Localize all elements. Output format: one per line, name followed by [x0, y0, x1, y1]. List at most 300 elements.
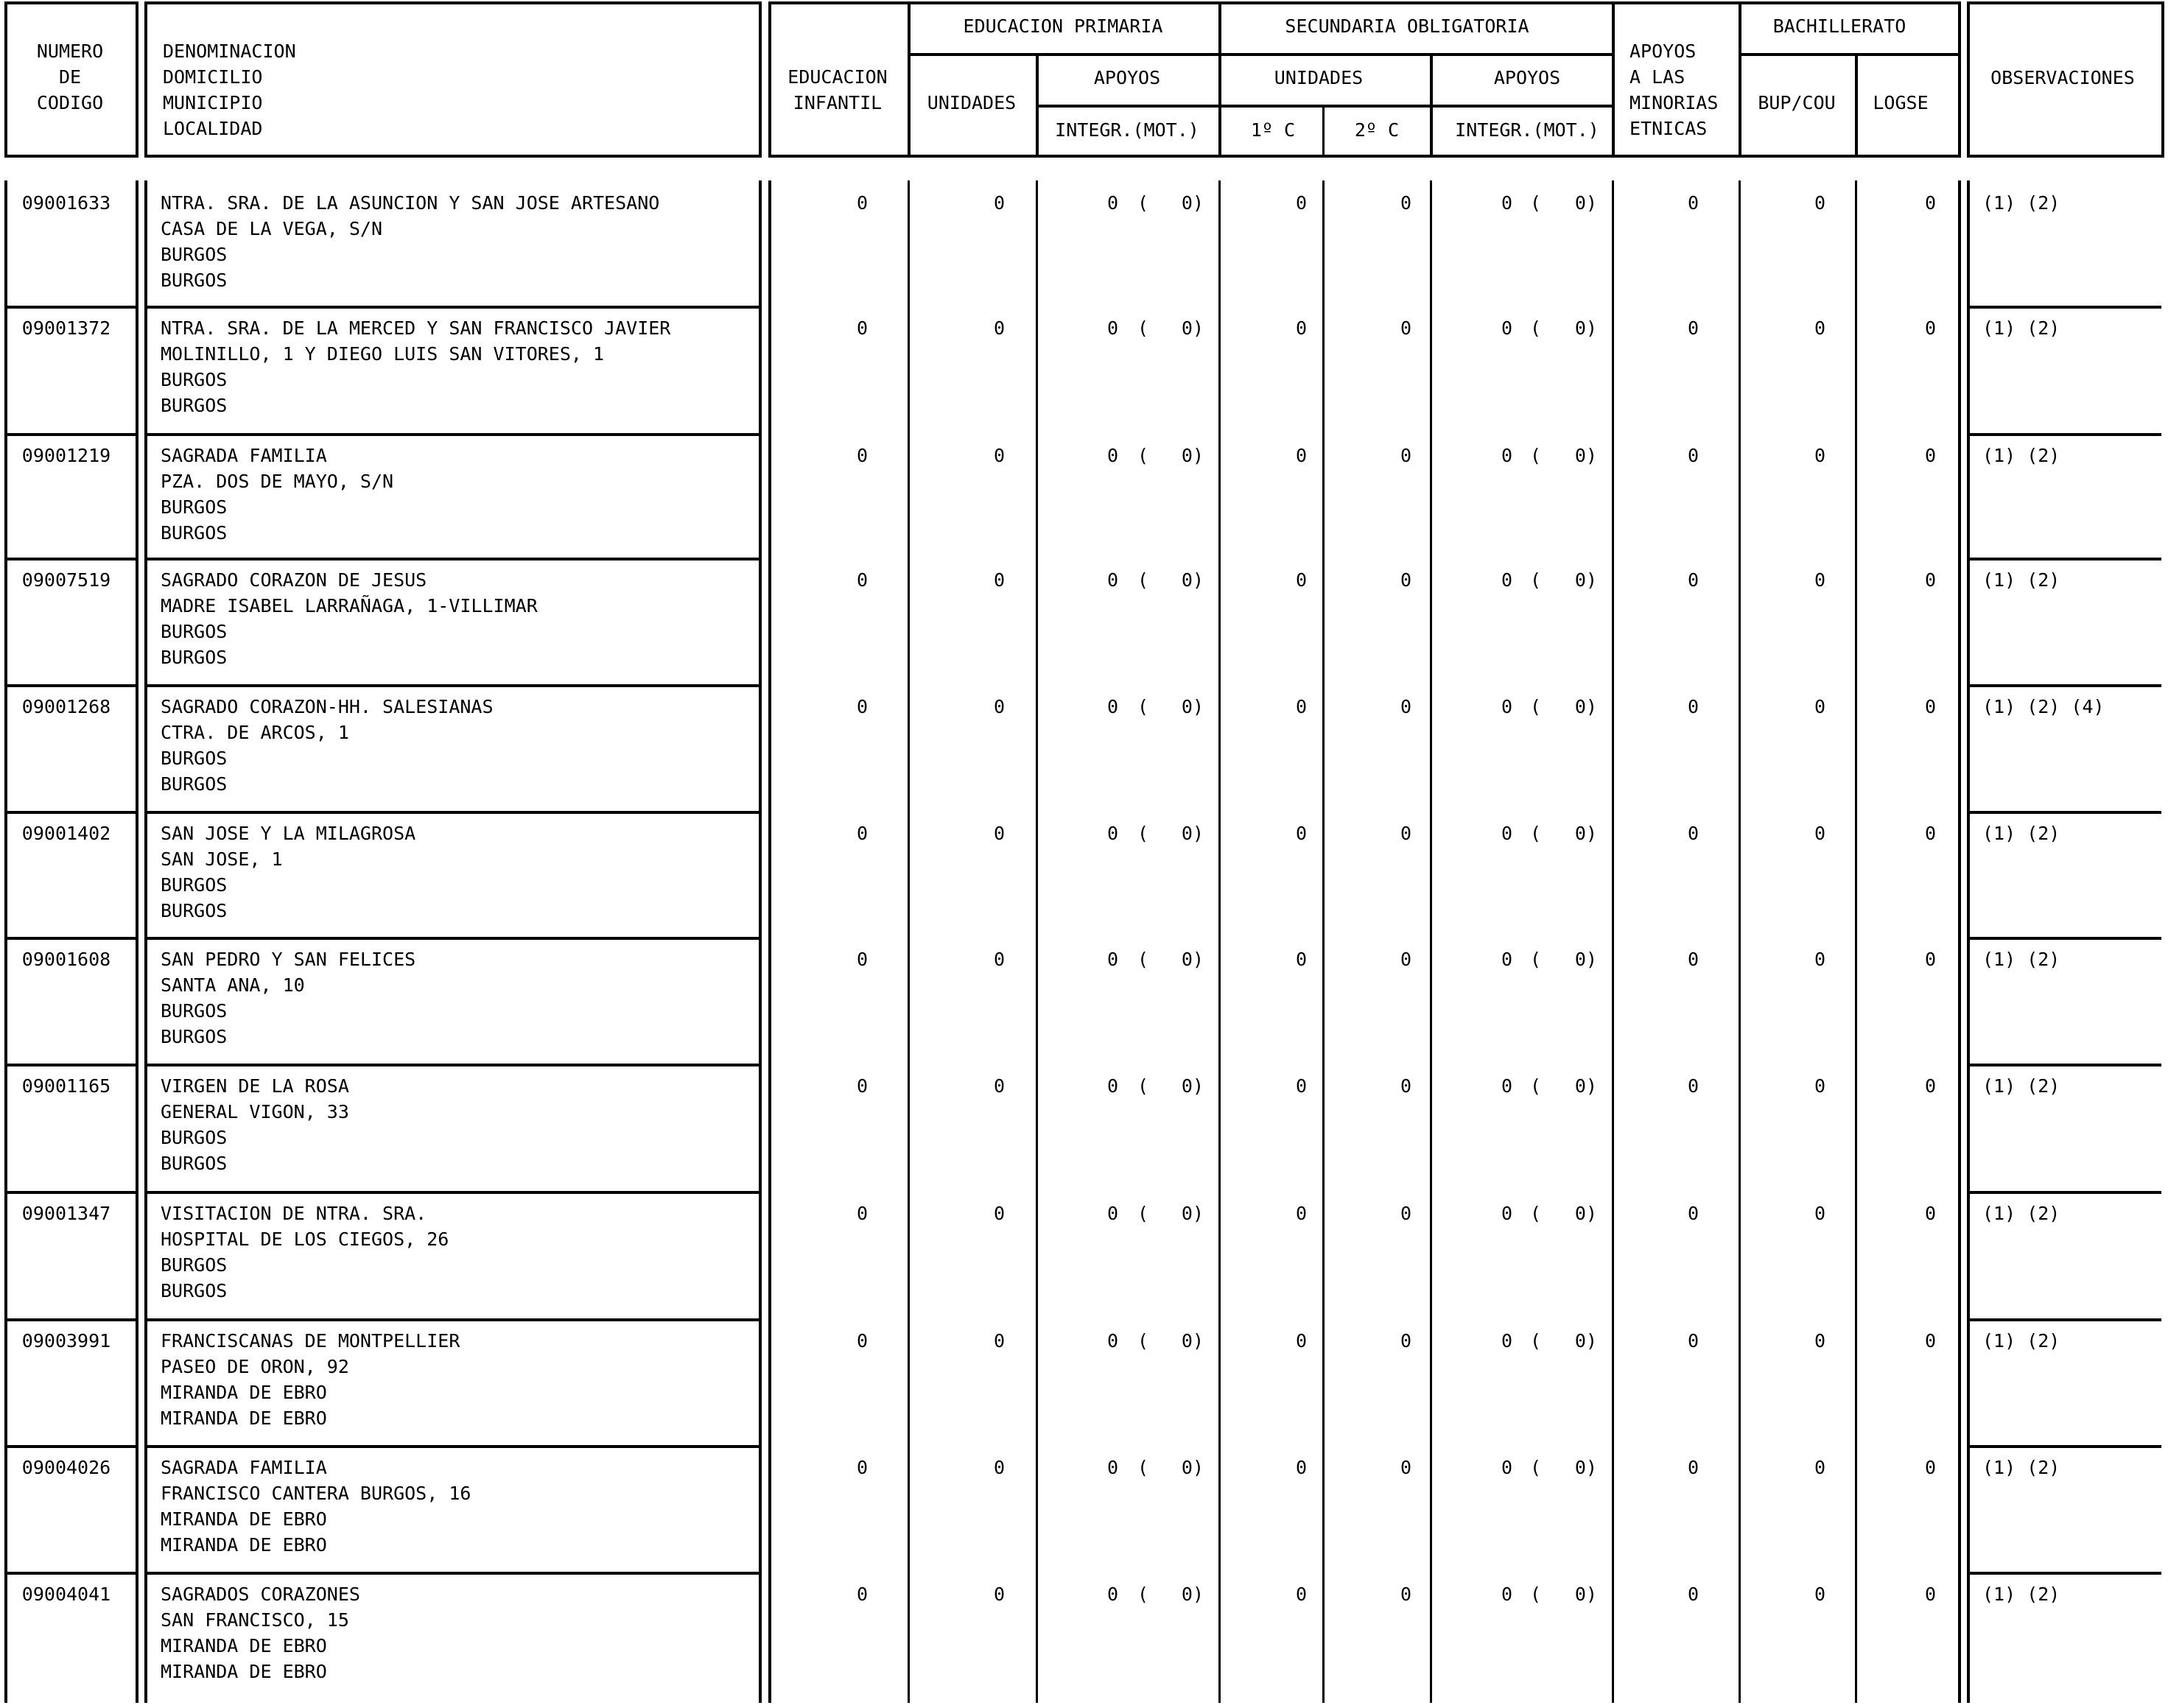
denominacion-line: SANTA ANA, 10	[161, 974, 305, 996]
denominacion-line: BURGOS	[161, 522, 228, 544]
secundaria-integr-value: 0	[1501, 569, 1512, 591]
primaria-mot-value: 0)	[1181, 569, 1204, 591]
header-observaciones: OBSERVACIONES	[1990, 67, 2135, 88]
primaria-mot-value: 0)	[1181, 1203, 1204, 1224]
secundaria-1c-value: 0	[1295, 1457, 1307, 1478]
bup-cou-value: 0	[1814, 317, 1825, 339]
denominacion-line: BURGOS	[161, 270, 228, 291]
denominacion-line: SAN JOSE, 1	[161, 848, 283, 870]
header-apoyos-minorias: APOYOS	[1629, 41, 1697, 62]
row-border	[144, 811, 762, 814]
primaria-mot-value: 0)	[1181, 949, 1204, 970]
row-border	[144, 558, 762, 560]
header-border	[4, 1, 138, 4]
header-border	[136, 1, 138, 155]
row-border	[4, 558, 138, 560]
primaria-unidades-value: 0	[993, 445, 1005, 466]
secundaria-integr-paren: (	[1530, 1330, 1542, 1352]
secundaria-2c-value: 0	[1400, 1203, 1411, 1224]
primaria-integr-paren: (	[1137, 696, 1149, 717]
secundaria-mot-value: 0)	[1574, 1330, 1597, 1352]
minorias-value: 0	[1687, 696, 1699, 717]
header-border	[1739, 1, 1741, 155]
secundaria-2c-value: 0	[1400, 445, 1411, 466]
row-border	[144, 1191, 762, 1194]
denominacion-line: MIRANDA DE EBRO	[161, 1508, 327, 1530]
secundaria-integr-paren: (	[1530, 949, 1542, 970]
denominacion-line: FRANCISCO CANTERA BURGOS, 16	[161, 1483, 471, 1504]
codigo-cell: 09004026	[21, 1457, 111, 1478]
primaria-unidades-value: 0	[993, 1203, 1005, 1224]
primaria-mot-value: 0)	[1181, 192, 1204, 214]
denominacion-line: NTRA. SRA. DE LA MERCED Y SAN FRANCISCO JAVIER	[161, 317, 671, 339]
secundaria-integr-value: 0	[1501, 823, 1512, 844]
body-border	[759, 180, 762, 1703]
row-border	[1967, 433, 2161, 436]
codigo-cell: 09001372	[21, 317, 111, 339]
denominacion-line: SAGRADO CORAZON DE JESUS	[161, 569, 427, 591]
denominacion-line: GENERAL VIGON, 33	[161, 1101, 349, 1122]
header-educacion-primaria: EDUCACION PRIMARIA	[963, 15, 1163, 37]
secundaria-integr-paren: (	[1530, 569, 1542, 591]
secundaria-integr-value: 0	[1501, 949, 1512, 970]
column-border	[1036, 180, 1038, 1703]
logse-value: 0	[1924, 569, 1936, 591]
primaria-unidades-value: 0	[993, 1584, 1005, 1605]
minorias-value: 0	[1687, 317, 1699, 339]
body-border	[4, 180, 7, 1703]
header-border	[1612, 1, 1615, 155]
denominacion-line: BURGOS	[161, 647, 228, 668]
bup-cou-value: 0	[1814, 823, 1825, 844]
primaria-integr-paren: (	[1137, 569, 1149, 591]
header-border	[1967, 1, 1970, 155]
minorias-value: 0	[1687, 823, 1699, 844]
denominacion-line: CTRA. DE ARCOS, 1	[161, 722, 349, 743]
primaria-unidades-value: 0	[993, 1330, 1005, 1352]
denominacion-line: BURGOS	[161, 1127, 228, 1148]
row-border	[4, 684, 138, 687]
header-bup-cou: BUP/COU	[1758, 92, 1836, 113]
minorias-value: 0	[1687, 1584, 1699, 1605]
row-border	[4, 811, 138, 814]
body-border	[144, 180, 147, 1703]
header-primer-ciclo: 1º C	[1250, 119, 1296, 141]
logse-value: 0	[1924, 445, 1936, 466]
observaciones-value: (1) (2)	[1982, 1457, 2060, 1478]
denominacion-line: SAGRADA FAMILIA	[161, 1457, 327, 1478]
row-border	[4, 937, 138, 940]
header-border	[144, 1, 762, 4]
secundaria-2c-value: 0	[1400, 569, 1411, 591]
column-border	[1739, 180, 1741, 1703]
primaria-unidades-value: 0	[993, 317, 1005, 339]
secundaria-1c-value: 0	[1295, 317, 1307, 339]
denominacion-line: BURGOS	[161, 244, 228, 265]
header-denominacion: DENOMINACION	[163, 41, 296, 62]
minorias-value: 0	[1687, 1075, 1699, 1097]
column-border	[1855, 180, 1857, 1703]
header-segundo-ciclo: 2º C	[1354, 119, 1400, 141]
codigo-cell: 09001608	[21, 949, 111, 970]
header-border	[1855, 53, 1858, 155]
header-border	[1036, 53, 1039, 155]
header-border	[759, 1, 762, 155]
denominacion-line: MADRE ISABEL LARRAÑAGA, 1-VILLIMAR	[161, 595, 538, 616]
secundaria-2c-value: 0	[1400, 1457, 1411, 1478]
header-apoyos-minorias: ETNICAS	[1629, 118, 1708, 139]
header-denominacion: MUNICIPIO	[163, 92, 263, 113]
primaria-integr-value: 0	[1106, 1203, 1118, 1224]
secundaria-mot-value: 0)	[1574, 445, 1597, 466]
educacion-infantil-value: 0	[856, 1457, 868, 1478]
primaria-integr-paren: (	[1137, 1075, 1149, 1097]
minorias-value: 0	[1687, 569, 1699, 591]
row-border	[1967, 1318, 2161, 1321]
observaciones-value: (1) (2)	[1982, 569, 2060, 591]
row-border	[144, 306, 762, 309]
denominacion-line: MIRANDA DE EBRO	[161, 1407, 327, 1429]
codigo-cell: 09001347	[21, 1203, 111, 1224]
header-denominacion: DOMICILIO	[163, 66, 263, 88]
secundaria-2c-value: 0	[1400, 1075, 1411, 1097]
logse-value: 0	[1924, 192, 1936, 214]
row-border	[1967, 558, 2161, 560]
codigo-cell: 09001219	[21, 445, 111, 466]
row-border	[144, 1445, 762, 1448]
header-border	[768, 1, 1961, 4]
row-border	[144, 684, 762, 687]
logse-value: 0	[1924, 1203, 1936, 1224]
denominacion-line: PASEO DE ORON, 92	[161, 1356, 349, 1377]
row-border	[1967, 1064, 2161, 1066]
row-border	[144, 1572, 762, 1575]
secundaria-integr-value: 0	[1501, 445, 1512, 466]
educacion-infantil-value: 0	[856, 696, 868, 717]
primaria-unidades-value: 0	[993, 1075, 1005, 1097]
primaria-integr-paren: (	[1137, 1203, 1149, 1224]
secundaria-integr-value: 0	[1501, 192, 1512, 214]
header-border	[1218, 105, 1612, 108]
header-border	[4, 155, 138, 158]
primaria-integr-value: 0	[1106, 192, 1118, 214]
denominacion-line: NTRA. SRA. DE LA ASUNCION Y SAN JOSE ARTESANO	[161, 192, 660, 214]
denominacion-line: SAGRADOS CORAZONES	[161, 1584, 360, 1605]
header-logse: LOGSE	[1873, 92, 1929, 113]
secundaria-integr-paren: (	[1530, 696, 1542, 717]
denominacion-line: SAN PEDRO Y SAN FELICES	[161, 949, 416, 970]
observaciones-value: (1) (2)	[1982, 1330, 2060, 1352]
educacion-infantil-value: 0	[856, 949, 868, 970]
header-educacion-infantil: INFANTIL	[793, 92, 883, 113]
row-border	[1967, 811, 2161, 814]
codigo-cell: 09004041	[21, 1584, 111, 1605]
secundaria-2c-value: 0	[1400, 696, 1411, 717]
row-border	[1967, 937, 2161, 940]
codigo-cell: 09001402	[21, 823, 111, 844]
codigo-cell: 09003991	[21, 1330, 111, 1352]
primaria-integr-value: 0	[1106, 696, 1118, 717]
row-border	[4, 1064, 138, 1066]
primaria-mot-value: 0)	[1181, 1075, 1204, 1097]
secundaria-2c-value: 0	[1400, 192, 1411, 214]
header-primaria-integr: INTEGR.(MOT.)	[1055, 119, 1199, 141]
educacion-infantil-value: 0	[856, 569, 868, 591]
row-border	[4, 433, 138, 436]
primaria-integr-value: 0	[1106, 949, 1118, 970]
primaria-unidades-value: 0	[993, 192, 1005, 214]
observaciones-value: (1) (2)	[1982, 823, 2060, 844]
logse-value: 0	[1924, 1584, 1936, 1605]
primaria-mot-value: 0)	[1181, 1330, 1204, 1352]
header-border	[2161, 1, 2164, 155]
minorias-value: 0	[1687, 949, 1699, 970]
minorias-value: 0	[1687, 1330, 1699, 1352]
observaciones-value: (1) (2)	[1982, 445, 2060, 466]
bup-cou-value: 0	[1814, 1203, 1825, 1224]
denominacion-line: BURGOS	[161, 369, 228, 390]
secundaria-1c-value: 0	[1295, 696, 1307, 717]
denominacion-line: VISITACION DE NTRA. SRA.	[161, 1203, 427, 1224]
body-border	[1958, 180, 1961, 1703]
row-border	[1967, 684, 2161, 687]
denominacion-line: BURGOS	[161, 773, 228, 795]
header-border	[908, 1, 911, 155]
body-border	[1967, 180, 1970, 1703]
educacion-infantil-value: 0	[856, 1330, 868, 1352]
denominacion-line: MIRANDA DE EBRO	[161, 1534, 327, 1556]
secundaria-2c-value: 0	[1400, 1330, 1411, 1352]
denominacion-line: BURGOS	[161, 748, 228, 769]
logse-value: 0	[1924, 1075, 1936, 1097]
denominacion-line: BURGOS	[161, 1280, 228, 1301]
secundaria-integr-paren: (	[1530, 445, 1542, 466]
primaria-integr-paren: (	[1137, 1330, 1149, 1352]
secundaria-1c-value: 0	[1295, 445, 1307, 466]
denominacion-line: BURGOS	[161, 1000, 228, 1022]
denominacion-line: SAGRADO CORAZON-HH. SALESIANAS	[161, 696, 494, 717]
denominacion-line: BURGOS	[161, 1254, 228, 1276]
header-apoyos-minorias: A LAS	[1629, 66, 1685, 88]
denominacion-line: SAN JOSE Y LA MILAGROSA	[161, 823, 416, 844]
primaria-integr-paren: (	[1137, 1457, 1149, 1478]
secundaria-2c-value: 0	[1400, 1584, 1411, 1605]
header-border	[908, 53, 1612, 56]
row-border	[144, 1064, 762, 1066]
denominacion-line: MIRANDA DE EBRO	[161, 1382, 327, 1403]
observaciones-value: (1) (2)	[1982, 1203, 2060, 1224]
denominacion-line: PZA. DOS DE MAYO, S/N	[161, 471, 394, 492]
logse-value: 0	[1924, 317, 1936, 339]
primaria-mot-value: 0)	[1181, 823, 1204, 844]
bup-cou-value: 0	[1814, 445, 1825, 466]
header-border	[768, 1, 771, 155]
secundaria-mot-value: 0)	[1574, 569, 1597, 591]
header-apoyos-minorias: MINORIAS	[1629, 92, 1719, 113]
primaria-mot-value: 0)	[1181, 317, 1204, 339]
educacion-infantil-value: 0	[856, 192, 868, 214]
denominacion-line: MOLINILLO, 1 Y DIEGO LUIS SAN VITORES, 1	[161, 343, 605, 365]
body-border	[136, 180, 138, 1703]
denominacion-line: BURGOS	[161, 496, 228, 518]
header-secundaria-integr: INTEGR.(MOT.)	[1455, 119, 1599, 141]
secundaria-2c-value: 0	[1400, 949, 1411, 970]
denominacion-line: BURGOS	[161, 1153, 228, 1174]
bup-cou-value: 0	[1814, 1330, 1825, 1352]
column-border	[1430, 180, 1432, 1703]
secundaria-integr-value: 0	[1501, 696, 1512, 717]
secundaria-integr-paren: (	[1530, 192, 1542, 214]
observaciones-value: (1) (2)	[1982, 1584, 2060, 1605]
primaria-integr-paren: (	[1137, 1584, 1149, 1605]
primaria-integr-value: 0	[1106, 317, 1118, 339]
denominacion-line: BURGOS	[161, 874, 228, 896]
minorias-value: 0	[1687, 1457, 1699, 1478]
observaciones-value: (1) (2)	[1982, 1075, 2060, 1097]
secundaria-1c-value: 0	[1295, 949, 1307, 970]
educacion-infantil-value: 0	[856, 445, 868, 466]
primaria-integr-value: 0	[1106, 1584, 1118, 1605]
observaciones-value: (1) (2)	[1982, 192, 2060, 214]
bup-cou-value: 0	[1814, 696, 1825, 717]
primaria-integr-value: 0	[1106, 1075, 1118, 1097]
logse-value: 0	[1924, 823, 1936, 844]
header-border	[1967, 1, 2164, 4]
minorias-value: 0	[1687, 445, 1699, 466]
row-border	[4, 1191, 138, 1194]
header-secundaria-apoyos: APOYOS	[1493, 67, 1561, 88]
primaria-mot-value: 0)	[1181, 696, 1204, 717]
denominacion-line: HOSPITAL DE LOS CIEGOS, 26	[161, 1229, 449, 1250]
column-border	[1612, 180, 1614, 1703]
denominacion-line: BURGOS	[161, 395, 228, 416]
codigo-cell: 09001633	[21, 192, 111, 214]
observaciones-value: (1) (2) (4)	[1982, 696, 2105, 717]
secundaria-mot-value: 0)	[1574, 317, 1597, 339]
denominacion-line: MIRANDA DE EBRO	[161, 1635, 327, 1656]
educacion-infantil-value: 0	[856, 823, 868, 844]
header-border	[1322, 105, 1325, 155]
header-numero-codigo: DE	[58, 66, 82, 88]
primaria-unidades-value: 0	[993, 569, 1005, 591]
secundaria-1c-value: 0	[1295, 1075, 1307, 1097]
header-secundaria-unidades: UNIDADES	[1274, 67, 1364, 88]
secundaria-mot-value: 0)	[1574, 1457, 1597, 1478]
primaria-integr-paren: (	[1137, 445, 1149, 466]
row-border	[4, 306, 138, 309]
primaria-unidades-value: 0	[993, 823, 1005, 844]
minorias-value: 0	[1687, 1203, 1699, 1224]
primaria-integr-paren: (	[1137, 192, 1149, 214]
secundaria-integr-value: 0	[1501, 317, 1512, 339]
header-educacion-infantil: EDUCACION	[787, 66, 888, 88]
primaria-integr-value: 0	[1106, 569, 1118, 591]
header-secundaria-obligatoria: SECUNDARIA OBLIGATORIA	[1285, 15, 1529, 37]
primaria-integr-value: 0	[1106, 445, 1118, 466]
header-border	[144, 1, 147, 155]
header-border	[1958, 1, 1961, 155]
primaria-integr-paren: (	[1137, 823, 1149, 844]
denominacion-line: BURGOS	[161, 1026, 228, 1047]
header-primaria-apoyos: APOYOS	[1093, 67, 1161, 88]
educacion-infantil-value: 0	[856, 1075, 868, 1097]
header-bachillerato: BACHILLERATO	[1772, 15, 1906, 37]
secundaria-integr-value: 0	[1501, 1330, 1512, 1352]
secundaria-1c-value: 0	[1295, 1203, 1307, 1224]
row-border	[144, 433, 762, 436]
secundaria-1c-value: 0	[1295, 569, 1307, 591]
header-border	[1967, 155, 2164, 158]
educacion-infantil-value: 0	[856, 1203, 868, 1224]
secundaria-1c-value: 0	[1295, 192, 1307, 214]
primaria-integr-paren: (	[1137, 317, 1149, 339]
row-border	[4, 1318, 138, 1321]
primaria-unidades-value: 0	[993, 949, 1005, 970]
column-border	[1322, 180, 1325, 1703]
denominacion-line: BURGOS	[161, 900, 228, 921]
secundaria-1c-value: 0	[1295, 823, 1307, 844]
row-border	[4, 1445, 138, 1448]
secundaria-mot-value: 0)	[1574, 1584, 1597, 1605]
secundaria-integr-paren: (	[1530, 1203, 1542, 1224]
column-border	[908, 180, 910, 1703]
codigo-cell: 09001268	[21, 696, 111, 717]
bup-cou-value: 0	[1814, 1457, 1825, 1478]
denominacion-line: CASA DE LA VEGA, S/N	[161, 218, 383, 239]
row-border	[4, 1572, 138, 1575]
secundaria-1c-value: 0	[1295, 1330, 1307, 1352]
primaria-integr-value: 0	[1106, 1330, 1118, 1352]
secundaria-2c-value: 0	[1400, 317, 1411, 339]
secundaria-mot-value: 0)	[1574, 1075, 1597, 1097]
logse-value: 0	[1924, 949, 1936, 970]
secundaria-mot-value: 0)	[1574, 1203, 1597, 1224]
logse-value: 0	[1924, 696, 1936, 717]
column-border	[1218, 180, 1221, 1703]
row-border	[1967, 1572, 2161, 1575]
secundaria-integr-value: 0	[1501, 1584, 1512, 1605]
row-border	[1967, 306, 2161, 309]
denominacion-line: SAN FRANCISCO, 15	[161, 1609, 349, 1631]
denominacion-line: FRANCISCANAS DE MONTPELLIER	[161, 1330, 460, 1352]
header-border	[1430, 53, 1433, 155]
header-numero-codigo: NUMERO	[36, 41, 104, 62]
observaciones-value: (1) (2)	[1982, 949, 2060, 970]
primaria-mot-value: 0)	[1181, 1584, 1204, 1605]
header-border	[144, 155, 762, 158]
bup-cou-value: 0	[1814, 569, 1825, 591]
primaria-unidades-value: 0	[993, 696, 1005, 717]
secundaria-integr-value: 0	[1501, 1457, 1512, 1478]
denominacion-line: BURGOS	[161, 621, 228, 642]
logse-value: 0	[1924, 1457, 1936, 1478]
secundaria-mot-value: 0)	[1574, 192, 1597, 214]
denominacion-line: MIRANDA DE EBRO	[161, 1661, 327, 1682]
secundaria-integr-value: 0	[1501, 1203, 1512, 1224]
header-border	[4, 1, 7, 155]
secundaria-integr-paren: (	[1530, 1457, 1542, 1478]
codigo-cell: 09001165	[21, 1075, 111, 1097]
primaria-mot-value: 0)	[1181, 445, 1204, 466]
primaria-unidades-value: 0	[993, 1457, 1005, 1478]
minorias-value: 0	[1687, 192, 1699, 214]
secundaria-integr-paren: (	[1530, 317, 1542, 339]
row-border	[144, 1318, 762, 1321]
bup-cou-value: 0	[1814, 192, 1825, 214]
codigo-cell: 09007519	[21, 569, 111, 591]
secundaria-mot-value: 0)	[1574, 696, 1597, 717]
header-border	[1218, 1, 1221, 155]
